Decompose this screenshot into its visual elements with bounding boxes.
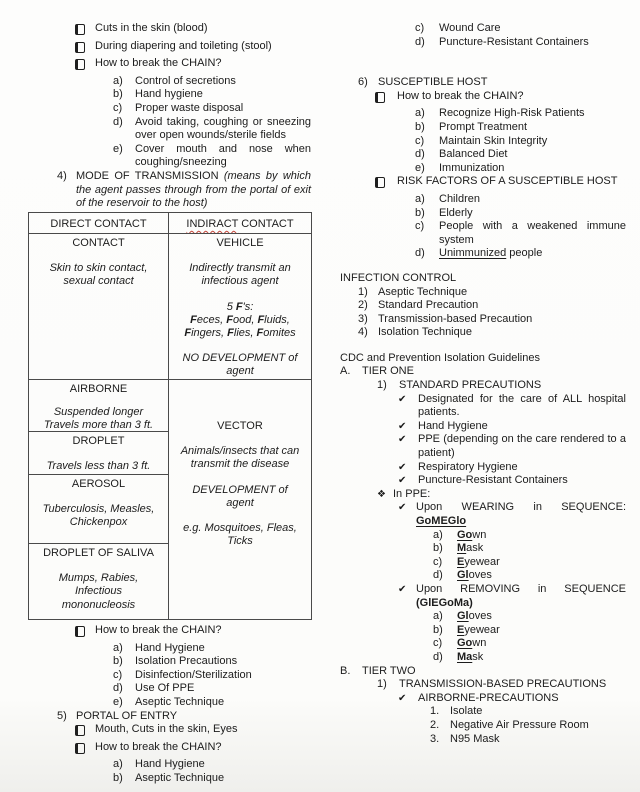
list-text: Elderly: [439, 206, 473, 219]
bullet: [75, 22, 95, 40]
bullet: [375, 90, 397, 108]
table-text-line: DEVELOPMENT of: [192, 483, 288, 496]
list-item: [55, 723, 311, 741]
list-text: PPE (depending on the care rendered to a patient): [418, 433, 626, 460]
list-marker: 1.: [430, 705, 440, 718]
text-segment: ood,: [232, 313, 258, 326]
list-text: Puncture-Resistant Containers: [439, 35, 589, 48]
list-text: Wound Care: [439, 22, 501, 34]
list-text: Control of secretions: [135, 74, 236, 87]
list-item: [340, 90, 626, 108]
text-segment: Upon REMOVING in SEQUENCE: [416, 582, 626, 595]
table-text-line: [172, 327, 308, 340]
list-marker: 1): [377, 379, 387, 392]
list-text: Respiratory Hygiene: [418, 460, 518, 473]
diamond-bullet-icon: ❖: [377, 488, 386, 500]
list-item: [55, 88, 311, 102]
table-text-line: Chickenpox: [69, 516, 128, 529]
list-text: Prompt Treatment: [439, 120, 528, 133]
square-bullet-icon: [75, 59, 85, 70]
list-text: N95 Mask: [450, 732, 500, 745]
list-text: Isolation Precautions: [135, 655, 238, 668]
list-item: [55, 116, 311, 143]
table-text-line: AEROSOL: [71, 478, 126, 490]
list-text: [457, 651, 626, 665]
table-text-line: VECTOR: [217, 420, 263, 432]
list-text: How to break the CHAIN?: [95, 57, 222, 70]
text-segment: Gl: [457, 569, 469, 582]
table-text-line: Suspended longer: [53, 406, 144, 419]
list-text: [457, 637, 626, 651]
check-bullet-icon: ✔: [398, 420, 407, 432]
square-bullet-icon: [375, 177, 385, 188]
table-text-line: [172, 314, 308, 327]
list-text: [416, 583, 626, 610]
list-item: [340, 529, 626, 543]
table-cell-contact: [29, 234, 168, 380]
text-segment: (means by which the agent passes through from the portal of exit of the reservoir to the host): [76, 169, 311, 210]
list-text: Negative Air Pressure Room: [450, 718, 589, 731]
table-header-direct-contact: [29, 213, 169, 233]
list-marker: d): [415, 148, 425, 161]
transmission-modes-table: [28, 212, 312, 620]
list-marker: b): [433, 623, 443, 636]
list-marker: 2.: [430, 718, 440, 731]
list-item: [340, 352, 626, 366]
text-segment: wn: [472, 637, 487, 650]
square-bullet-icon: [75, 626, 85, 637]
list-item: [55, 40, 311, 58]
list-text: Aseptic Technique: [135, 695, 225, 708]
text-segment: F: [190, 313, 197, 326]
text-segment: M: [457, 542, 467, 555]
list-marker: 1): [358, 285, 368, 298]
list-item: [340, 313, 626, 327]
list-marker: d): [433, 650, 443, 663]
list-item: [340, 76, 626, 90]
table-header-indirect-contact: [169, 213, 311, 233]
list-text: Hand hygiene: [135, 88, 203, 101]
table-text-line: Infectious: [74, 585, 123, 598]
table-text-line: Mumps, Rabies,: [58, 572, 139, 585]
text-segment: CONTACT: [238, 217, 294, 230]
list-text: Aseptic Technique: [378, 285, 468, 298]
list-text: CDC and Prevention Isolation Guidelines: [340, 351, 540, 364]
check-bullet-icon: ✔: [398, 434, 407, 446]
text-segment: (GlEGoMa): [416, 596, 473, 609]
list-marker: d): [415, 247, 425, 260]
table-text-line: Tuberculosis, Measles,: [42, 503, 155, 516]
list-marker: a): [415, 107, 425, 120]
table-text-line: transmit the disease: [190, 458, 290, 471]
list-item: [340, 272, 626, 286]
list-marker: a): [113, 74, 123, 87]
table-column-direct: [29, 234, 169, 619]
text-segment: Gl: [457, 610, 469, 623]
table-cell-airborne: [29, 380, 168, 432]
list-item: [340, 393, 626, 420]
table-text-line: Indirectly transmit an: [189, 262, 291, 275]
square-bullet-icon: [75, 24, 85, 35]
square-bullet-icon: [75, 743, 85, 754]
text-segment: Go: [457, 528, 473, 541]
list-item: [340, 705, 626, 719]
list-text: Transmission-based Precaution: [378, 312, 533, 325]
list-marker: 3): [358, 312, 368, 325]
list-item: [340, 610, 626, 624]
list-item: [340, 501, 626, 528]
list-text: [457, 556, 626, 570]
text-segment: E: [457, 555, 465, 568]
table-text-line: [172, 301, 308, 314]
list-item: [340, 461, 626, 475]
table-text-line: DIRECT CONTACT: [50, 217, 147, 230]
list-text: Cuts in the skin (blood): [95, 22, 208, 34]
text-segment: people: [506, 247, 543, 260]
list-text: INFECTION CONTROL: [340, 271, 457, 284]
list-item: [340, 36, 626, 50]
list-item: [340, 433, 626, 460]
list-item: [55, 696, 311, 710]
list-text: Maintain Skin Integrity: [439, 134, 548, 147]
list-text: People with a weakened immune system: [439, 220, 626, 246]
table-text-line: VEHICLE: [216, 237, 264, 249]
check-bullet-icon: ✔: [398, 393, 407, 405]
list-text: Standard Precaution: [378, 299, 479, 312]
list-item: [340, 583, 626, 610]
list-text: TRANSMISSION-BASED PRECAUTIONS: [399, 678, 607, 691]
table-text-line: CONTACT: [72, 237, 125, 249]
list-item: [340, 220, 626, 247]
list-marker: c): [113, 668, 123, 681]
list-item: [340, 107, 626, 121]
table-text-line: Skin to skin contact,: [49, 262, 148, 275]
text-segment: ingers,: [191, 327, 228, 340]
list-item: [55, 624, 311, 642]
list-marker: a): [113, 641, 123, 654]
list-item: [340, 637, 626, 651]
list-text: How to break the CHAIN?: [95, 740, 222, 753]
list-marker: e): [415, 161, 425, 174]
list-item: [340, 299, 626, 313]
list-text: SUSCEPTIBLE HOST: [378, 76, 488, 89]
text-segment: wn: [472, 528, 487, 541]
list-text: [439, 247, 626, 261]
list-item: [55, 75, 311, 89]
list-item: [340, 365, 626, 379]
text-segment: Upon WEARING in SEQUENCE:: [416, 501, 626, 514]
list-text: Disinfection/Sterilization: [135, 668, 252, 681]
list-marker: b): [415, 120, 425, 133]
list-marker: c): [415, 220, 425, 233]
list-text: How to break the CHAIN?: [397, 89, 524, 102]
list-text: Mouth, Cuts in the skin, Eyes: [95, 723, 238, 736]
list-item: [340, 379, 626, 393]
check-bullet-icon: ✔: [398, 502, 407, 514]
table-cell-vector: [169, 380, 311, 619]
text-segment: yewear: [464, 623, 500, 636]
list-text: TIER ONE: [362, 365, 414, 378]
list-item: [340, 286, 626, 300]
list-item: [55, 143, 311, 170]
table-text-line: agent: [226, 365, 254, 378]
list-item: [55, 669, 311, 683]
text-segment: F: [226, 313, 233, 326]
table-text-line: DROPLET: [72, 435, 125, 447]
list-item: [55, 102, 311, 116]
list-item: [340, 488, 626, 502]
list-marker: a): [415, 192, 425, 205]
list-text: [457, 624, 626, 638]
table-column-indirect: [169, 234, 311, 619]
list-marker: B.: [340, 664, 351, 677]
list-text: AIRBORNE-PRECAUTIONS: [418, 691, 559, 704]
list-marker: c): [415, 22, 425, 34]
table-text-line: sexual contact: [63, 275, 134, 288]
list-text: Balanced Diet: [439, 148, 508, 161]
list-marker: e): [113, 142, 123, 155]
left-column-top-list: [55, 22, 311, 211]
list-text: [457, 529, 626, 543]
list-marker: b): [433, 542, 443, 555]
list-item: [55, 170, 311, 211]
bullet: [75, 624, 95, 642]
text-segment: luids,: [264, 313, 290, 326]
list-text: Hand Hygiene: [418, 419, 488, 432]
list-item: [340, 247, 626, 261]
table-text-line: Travels less than 3 ft.: [46, 460, 151, 473]
list-text: [457, 542, 626, 556]
list-marker: d): [113, 682, 123, 695]
text-segment: 5: [226, 300, 236, 313]
list-marker: b): [113, 655, 123, 668]
right-column-list: [340, 22, 626, 746]
table-text-line: Ticks: [227, 535, 253, 548]
bullet: [75, 40, 95, 58]
list-item: [55, 642, 311, 656]
table-cell-droplet-of-saliva: [29, 544, 168, 619]
square-bullet-icon: [375, 92, 385, 103]
list-text: Isolation Technique: [378, 326, 472, 339]
table-text-line: NO DEVELOPMENT of: [182, 352, 298, 365]
bullet: [375, 175, 397, 193]
list-marker: d): [415, 35, 425, 48]
bullet: [75, 723, 95, 741]
list-item: [340, 22, 626, 36]
list-item: [340, 651, 626, 665]
bullet: [75, 57, 95, 75]
list-item: [340, 542, 626, 556]
table-text-line: Animals/insects that can: [180, 445, 300, 458]
list-text: Hand Hygiene: [135, 758, 205, 771]
table-text-line: mononucleosis: [61, 598, 136, 611]
table-text-line: AIRBORNE: [69, 383, 128, 395]
list-marker: a): [113, 758, 123, 771]
list-item: [340, 207, 626, 221]
list-marker: 1): [377, 678, 387, 691]
text-segment: sk: [472, 650, 484, 663]
table-cell-droplet: [29, 432, 168, 475]
list-text: Hand Hygiene: [135, 641, 205, 654]
list-item: [340, 148, 626, 162]
list-marker: 3.: [430, 732, 440, 745]
list-marker: b): [415, 206, 425, 219]
list-text: Avoid taking, coughing or sneezing over open wounds/sterile fields: [135, 115, 311, 142]
list-item: [55, 655, 311, 669]
list-item: [340, 665, 626, 679]
text-segment: E: [457, 623, 465, 636]
list-text: Use Of PPE: [135, 682, 195, 695]
list-item: [55, 682, 311, 696]
text-segment: INDIRACT: [186, 217, 239, 230]
bullet: [75, 741, 95, 759]
table-cell-vehicle: [169, 234, 311, 380]
list-item: [55, 772, 311, 786]
list-marker: e): [113, 695, 123, 708]
list-text: STANDARD PRECAUTIONS: [399, 379, 542, 392]
list-text: [457, 610, 626, 624]
list-item: [55, 22, 311, 40]
text-segment: Ma: [457, 650, 473, 663]
list-marker: c): [415, 134, 425, 147]
list-marker: b): [113, 88, 123, 101]
list-marker: A.: [340, 365, 351, 378]
check-bullet-icon: ✔: [398, 583, 407, 595]
list-item: [340, 733, 626, 747]
list-marker: 4): [57, 169, 67, 182]
text-segment: F: [227, 327, 234, 340]
list-item: [340, 326, 626, 340]
list-item: [340, 175, 626, 193]
table-body: [29, 234, 311, 619]
check-bullet-icon: ✔: [398, 692, 407, 704]
list-text: Cover mouth and nose when coughing/sneezing: [135, 142, 311, 169]
list-text: Aseptic Technique: [135, 771, 225, 784]
table-text-line: infectious agent: [201, 275, 279, 288]
list-text: Puncture-Resistant Containers: [418, 474, 568, 487]
list-text: RISK FACTORS OF A SUSCEPTIBLE HOST: [397, 175, 618, 188]
list-text: [416, 501, 626, 528]
list-text: TIER TWO: [362, 664, 416, 677]
list-item: [340, 569, 626, 583]
list-marker: a): [433, 528, 443, 541]
table-header-row: [29, 213, 311, 234]
text-segment: MODE OF TRANSMISSION: [76, 169, 224, 182]
text-segment: oves: [468, 610, 492, 623]
list-item: [340, 135, 626, 149]
list-text: Proper waste disposal: [135, 101, 244, 114]
list-text: Immunization: [439, 161, 505, 174]
table-cell-aerosol: [29, 475, 168, 544]
list-marker: 2): [358, 299, 368, 312]
list-item: [340, 556, 626, 570]
list-marker: a): [433, 610, 443, 623]
list-item: [340, 193, 626, 207]
list-text: During diapering and toileting (stool): [95, 39, 272, 52]
left-column-bottom-list: [55, 624, 311, 786]
list-marker: 5): [57, 709, 67, 722]
list-marker: c): [433, 637, 443, 650]
list-item: [340, 121, 626, 135]
list-item: [55, 758, 311, 772]
text-segment: Go: [457, 637, 473, 650]
table-text-line: Travels more than 3 ft.: [43, 419, 154, 432]
list-marker: c): [113, 101, 123, 114]
text-segment: F: [257, 313, 265, 326]
list-text: Recognize High-Risk Patients: [439, 107, 585, 120]
list-item: [340, 678, 626, 692]
list-text: Children: [439, 192, 480, 205]
list-marker: 6): [358, 76, 368, 89]
table-text-line: [186, 218, 293, 231]
list-text: How to break the CHAIN?: [95, 624, 222, 636]
list-item: [340, 420, 626, 434]
text-segment: eces,: [196, 313, 227, 326]
text-segment: Unimmunized: [439, 247, 507, 260]
text-segment: lies,: [233, 327, 257, 340]
text-segment: yewear: [464, 555, 500, 568]
list-text: [76, 170, 311, 211]
list-item: [55, 741, 311, 759]
text-segment: omites: [263, 327, 296, 340]
list-item: [340, 624, 626, 638]
list-item: [340, 692, 626, 706]
list-marker: 4): [358, 326, 368, 339]
text-segment: oves: [468, 569, 492, 582]
table-text-line: agent: [226, 496, 254, 509]
check-bullet-icon: ✔: [398, 475, 407, 487]
table-text-line: DROPLET OF SALIVA: [43, 547, 154, 559]
check-bullet-icon: ✔: [398, 461, 407, 473]
list-item: [340, 474, 626, 488]
list-item: [55, 57, 311, 75]
list-text: [457, 569, 626, 583]
square-bullet-icon: [75, 725, 85, 736]
table-text-line: e.g. Mosquitoes, Fleas,: [183, 522, 297, 535]
list-marker: d): [433, 569, 443, 582]
list-item: [340, 719, 626, 733]
list-marker: c): [433, 555, 443, 568]
text-segment: F: [235, 300, 243, 313]
list-item: [55, 710, 311, 724]
list-item: [340, 162, 626, 176]
list-text: PORTAL OF ENTRY: [76, 709, 178, 722]
text-segment: F: [184, 327, 192, 340]
list-marker: b): [113, 771, 123, 784]
square-bullet-icon: [75, 42, 85, 53]
list-text: Isolate: [450, 705, 483, 718]
text-segment: F: [256, 327, 264, 340]
list-marker: d): [113, 115, 123, 128]
list-text: In PPE:: [393, 487, 431, 500]
text-segment: GoMEGlo: [416, 515, 467, 527]
list-text: Designated for the care of ALL hospital patients.: [418, 392, 626, 419]
text-segment: ask: [466, 542, 484, 555]
text-segment: 's:: [242, 300, 254, 313]
